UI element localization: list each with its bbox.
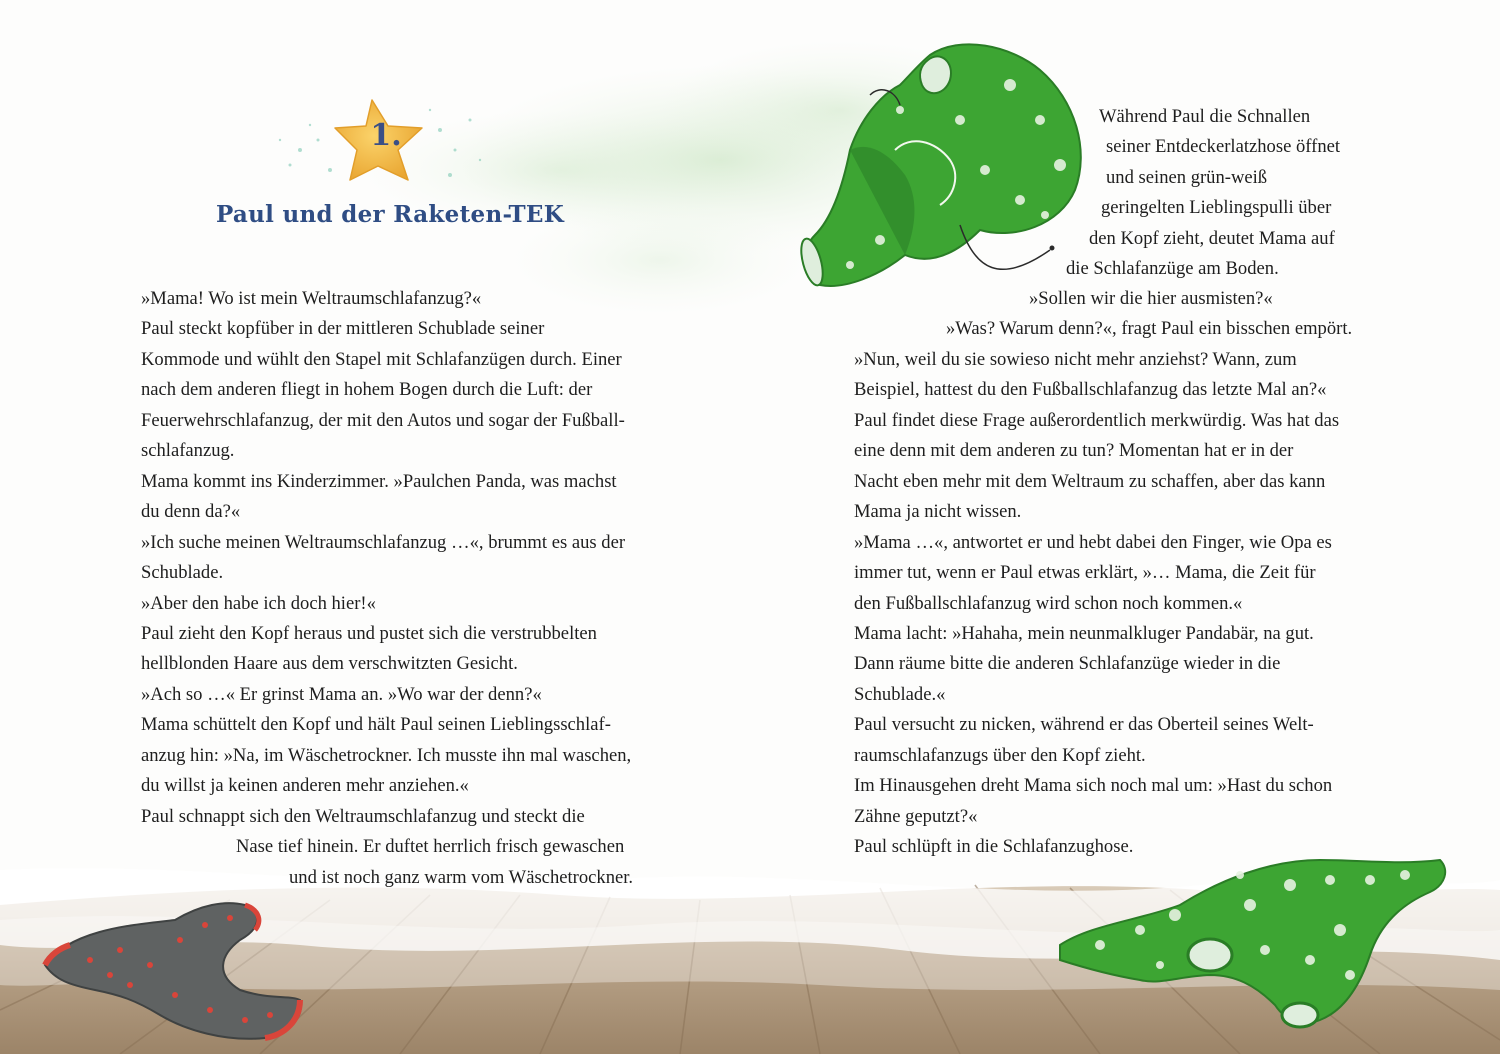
text-line: Mama lacht: »Hahaha, mein neunmalkluger Pandabär, na gut. [854, 623, 1314, 644]
text-line: »Ach so …« Er grinst Mama an. »Wo war der denn?« [141, 684, 542, 705]
text-line: geringelten Lieblingspulli über [1101, 197, 1332, 218]
text-line: Mama ja nicht wissen. [854, 501, 1022, 522]
text-line: Zähne geputzt?« [854, 806, 978, 827]
chapter-number: 1. [370, 118, 402, 153]
text-line: Mama kommt ins Kinderzimmer. »Paulchen Panda, was machst [141, 471, 617, 492]
text-line: seiner Entdeckerlatzhose öffnet [1106, 136, 1341, 157]
text-line: Mama schüttelt den Kopf und hält Paul seinen Lieblingsschlaf- [141, 714, 611, 735]
text-line: Paul findet diese Frage außerordentlich merkwürdig. Was hat das [854, 410, 1340, 431]
text-line: den Fußballschlafanzug wird schon noch kommen.« [854, 593, 1243, 614]
text-line: den Kopf zieht, deutet Mama auf [1089, 228, 1335, 249]
text-line: »Mama …«, antwortet er und hebt dabei den Finger, wie Opa es [854, 532, 1332, 553]
text-line: »Ich suche meinen Weltraumschlafanzug …«, brummt es aus der [141, 532, 626, 553]
text-line: Paul zieht den Kopf heraus und pustet sich die verstrubbelten [141, 623, 597, 644]
text-line: »Aber den habe ich doch hier!« [141, 593, 376, 614]
text-line: »Nun, weil du sie sowieso nicht mehr anziehst? Wann, zum [854, 349, 1297, 370]
text-line: Im Hinausgehen dreht Mama sich noch mal um: »Hast du schon [854, 775, 1333, 796]
text-line: »Sollen wir die hier ausmisten?« [1029, 288, 1273, 309]
text-line: Beispiel, hattest du den Fußballschlafanzug das letzte Mal an?« [854, 379, 1327, 400]
text-line: Während Paul die Schnallen [1099, 106, 1311, 127]
text-line: eine denn mit dem anderen zu tun? Momentan hat er in der [854, 440, 1294, 461]
text-line: Schublade.« [854, 684, 946, 705]
text-line: und ist noch ganz warm vom Wäschetrockner. [289, 867, 634, 888]
text-line: du denn da?« [141, 501, 241, 522]
text-line: Nacht eben mehr mit dem Weltraum zu schaffen, aber das kann [854, 471, 1326, 492]
text-line: nach dem anderen fliegt in hohem Bogen durch die Luft: der [141, 379, 593, 400]
text-line: du willst ja keinen anderen mehr anziehen.« [141, 775, 469, 796]
text-line: »Was? Warum denn?«, fragt Paul ein bisschen empört. [946, 318, 1353, 339]
text-line: Schublade. [141, 562, 224, 583]
text-line: »Mama! Wo ist mein Weltraumschlafanzug?« [141, 288, 482, 309]
text-line: und seinen grün-weiß [1106, 167, 1268, 188]
text-line: Paul versucht zu nicken, während er das Oberteil seines Welt- [854, 714, 1314, 735]
text-line: immer tut, wenn er Paul etwas erklärt, »… Mama, die Zeit für [854, 562, 1316, 583]
text-line: Kommode und wühlt den Stapel mit Schlafanzügen durch. Einer [141, 349, 622, 370]
text-line: die Schlafanzüge am Boden. [1066, 258, 1279, 279]
text-line: hellblonden Haare aus dem verschwitzten Gesicht. [141, 653, 518, 674]
text-line: raumschlafanzugs über den Kopf zieht. [854, 745, 1146, 766]
text-line: Paul schlüpft in die Schlafanzughose. [854, 836, 1134, 857]
text-line: Paul steckt kopfüber in der mittleren Schublade seiner [141, 318, 545, 339]
chapter-title: Paul und der Raketen-TEK [215, 201, 565, 228]
text-line: Feuerwehrschlafanzug, der mit den Autos und sogar der Fußball- [141, 410, 625, 431]
text-line: anzug hin: »Na, im Wäschetrockner. Ich musste ihn mal waschen, [141, 745, 632, 766]
text-line: Dann räume bitte die anderen Schlafanzüge wieder in die [854, 653, 1281, 674]
text-line: schlafanzug. [141, 440, 235, 461]
text-line: Paul schnappt sich den Weltraumschlafanzug und steckt die [141, 806, 585, 827]
text-line: Nase tief hinein. Er duftet herrlich frisch gewaschen [236, 836, 625, 857]
